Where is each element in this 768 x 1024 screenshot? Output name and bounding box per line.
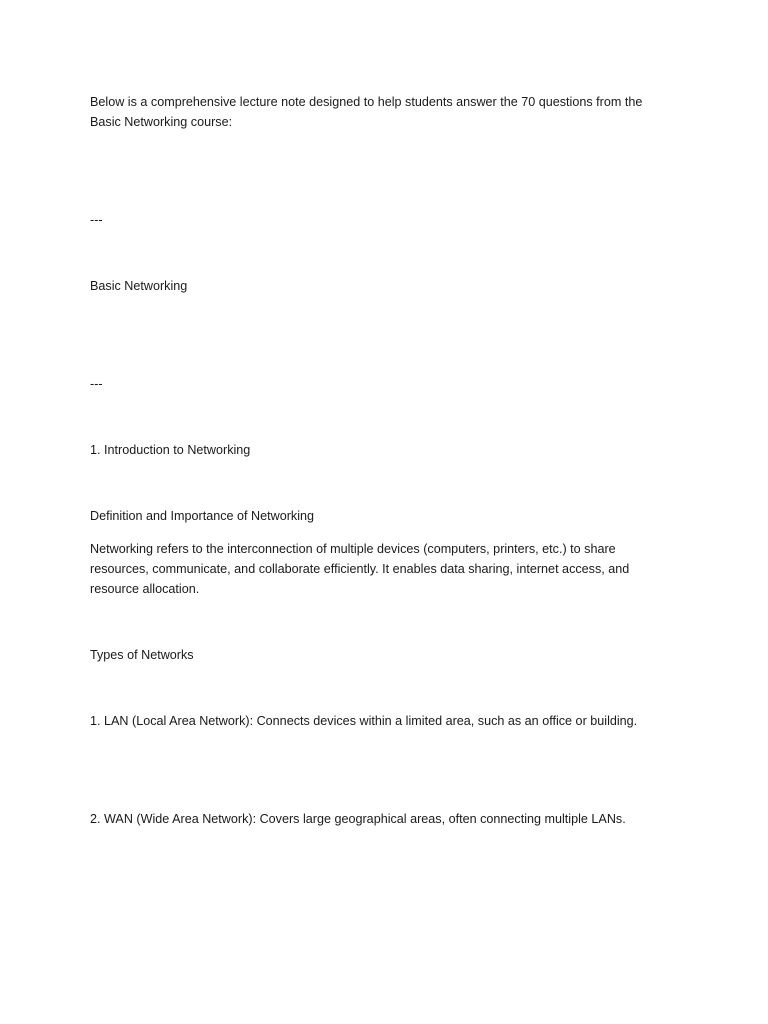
definition-paragraph: [90, 539, 670, 599]
section-1-heading: 1. Introduction to Networking: [90, 443, 251, 457]
definition-line-2: resources, communicate, and collaborate efficiently. It enables data sharing, internet access, and: [90, 562, 630, 576]
definition-line-1: Networking refers to the interconnection of multiple devices (computers, printers, etc.) to share: [90, 542, 616, 556]
document-title: Basic Networking: [90, 279, 188, 293]
list-item-lan: 1. LAN (Local Area Network): Connects devices within a limited area, such as an office or building.: [90, 714, 638, 728]
definition-heading: Definition and Importance of Networking: [90, 509, 315, 523]
definition-line-3: resource allocation.: [90, 582, 200, 596]
types-heading: Types of Networks: [90, 648, 194, 662]
separator-2: ---: [90, 377, 103, 391]
list-item-wan: 2. WAN (Wide Area Network): Covers large geographical areas, often connecting multiple LANs.: [90, 812, 626, 826]
intro-paragraph: [90, 92, 670, 132]
separator-1: ---: [90, 213, 103, 227]
intro-line-2: Basic Networking course:: [90, 115, 233, 129]
intro-line-1: Below is a comprehensive lecture note designed to help students answer the 70 questions from the: [90, 95, 643, 109]
